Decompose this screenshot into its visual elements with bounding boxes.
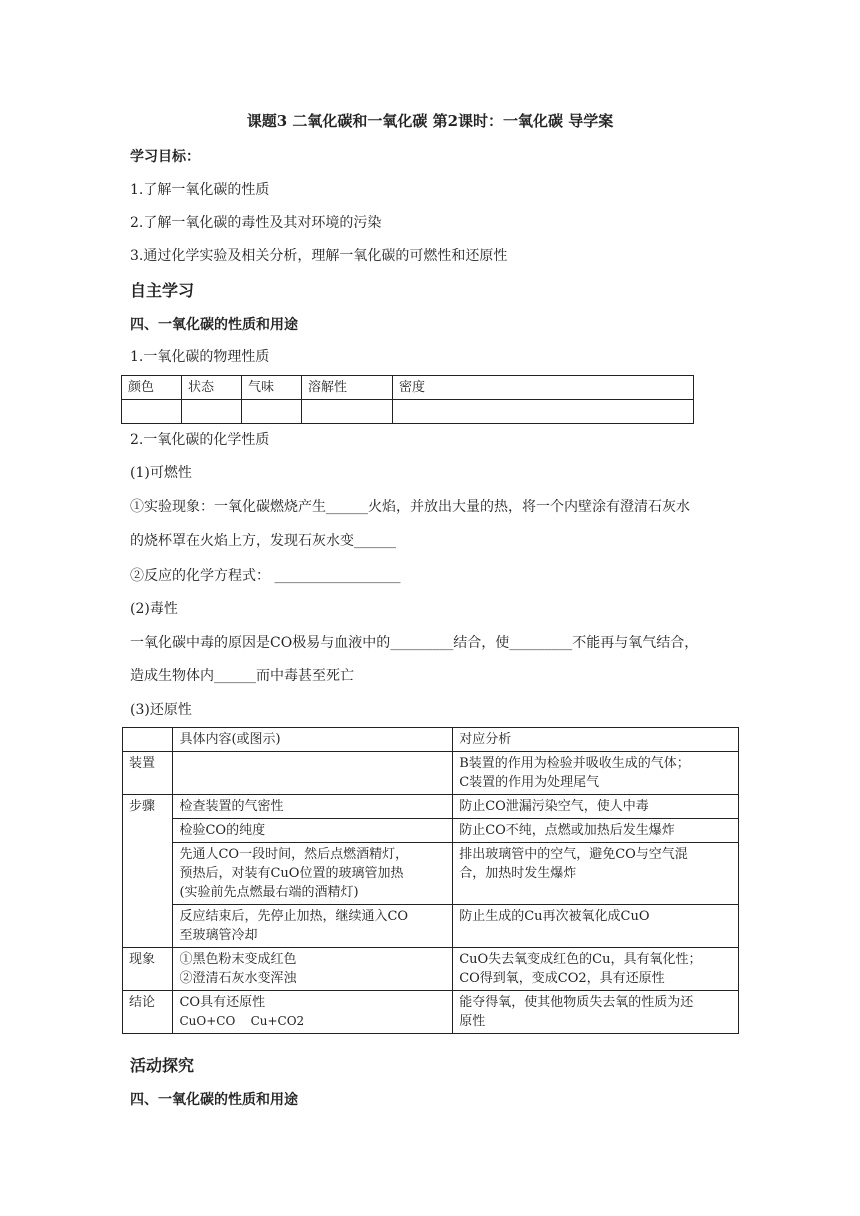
toxicity-text: 一氧化碳中毒的原因是CO极易与血液中的_________结合，使_________不能再与氧气结合， bbox=[130, 635, 699, 651]
table-cell: 检验CO的纯度 bbox=[173, 819, 453, 843]
page-title: 课题3 二氧化碳和一氧化碳 第2课时：一氧化碳 导学案 bbox=[246, 112, 614, 130]
row-label: 装置 bbox=[123, 752, 173, 795]
cell-line: CO具有还原性 bbox=[179, 995, 266, 1010]
row-label: 结论 bbox=[123, 991, 173, 1034]
table-row bbox=[123, 819, 739, 843]
table-row bbox=[123, 991, 739, 1034]
cell-line: B装置的作用为检验并吸收生成的气体； bbox=[459, 756, 690, 771]
table-header-cell: 密度 bbox=[393, 376, 694, 400]
table-header-cell: 对应分析 bbox=[453, 728, 739, 752]
table-cell bbox=[173, 948, 453, 991]
table-header-cell: 气味 bbox=[242, 376, 302, 400]
table-row bbox=[123, 948, 739, 991]
table-row bbox=[123, 752, 739, 795]
table-cell bbox=[182, 400, 242, 424]
row-label: 步骤 bbox=[123, 795, 173, 948]
toxicity-text: 造成生物体内______而中毒甚至死亡 bbox=[130, 668, 354, 684]
section-heading: 四、一氧化碳的性质和用途 bbox=[130, 317, 298, 333]
cell-line: ①黑色粉末变成红色 bbox=[179, 952, 297, 967]
objective-item: 2.了解一氧化碳的毒性及其对环境的污染 bbox=[130, 215, 382, 231]
table-cell bbox=[453, 843, 739, 905]
cell-line: (实验前先点燃最右端的酒精灯) bbox=[179, 885, 359, 900]
table-cell bbox=[242, 400, 302, 424]
cell-line: 反应结束后，先停止加热，继续通入CO bbox=[179, 909, 409, 924]
objectives-heading: 学习目标： bbox=[130, 149, 200, 165]
table-cell: 防止CO不纯，点燃或加热后发生爆炸 bbox=[453, 819, 739, 843]
table-header-cell: 颜色 bbox=[122, 376, 182, 400]
table-cell bbox=[122, 400, 182, 424]
chemical-properties-heading: 2.一氧化碳的化学性质 bbox=[130, 432, 270, 448]
cell-line: 预热后，对装有CuO位置的玻璃管加热 bbox=[179, 866, 404, 881]
table-cell: 防止CO泄漏污染空气，使人中毒 bbox=[453, 795, 739, 819]
table-cell bbox=[453, 948, 739, 991]
cell-line: C装置的作用为处理尾气 bbox=[459, 775, 600, 790]
table-cell bbox=[453, 991, 739, 1034]
table-cell bbox=[453, 752, 739, 795]
combustion-equation: ②反应的化学方程式： __________________ bbox=[130, 568, 401, 584]
physical-properties-table bbox=[121, 375, 694, 424]
table-row bbox=[123, 795, 739, 819]
objective-item: 1.了解一氧化碳的性质 bbox=[130, 182, 270, 198]
activity-heading: 活动探究 bbox=[130, 1056, 195, 1075]
reducing-property-table bbox=[122, 727, 739, 1034]
cell-line: CuO失去氧变成红色的Cu，具有氧化性； bbox=[459, 952, 702, 967]
table-row bbox=[123, 905, 739, 948]
table-row bbox=[123, 728, 739, 752]
section-heading: 四、一氧化碳的性质和用途 bbox=[130, 1092, 298, 1108]
combustible-phenomenon: 的烧杯罩在火焰上方，发现石灰水变______ bbox=[130, 533, 396, 549]
table-row bbox=[123, 843, 739, 905]
table-header-cell: 溶解性 bbox=[302, 376, 393, 400]
table-header-cell: 状态 bbox=[182, 376, 242, 400]
toxicity-heading: (2)毒性 bbox=[130, 601, 178, 617]
table-header-cell bbox=[123, 728, 173, 752]
table-cell bbox=[393, 400, 694, 424]
table-cell bbox=[173, 991, 453, 1034]
physical-properties-heading: 1.一氧化碳的物理性质 bbox=[130, 349, 270, 365]
reducing-heading: (3)还原性 bbox=[130, 702, 192, 718]
table-cell bbox=[173, 752, 453, 795]
combustible-phenomenon: ①实验现象：一氧化碳燃烧产生______火焰，并放出大量的热，将一个内壁涂有澄清石灰水 bbox=[130, 499, 690, 515]
table-header-cell: 具体内容(或图示) bbox=[173, 728, 453, 752]
cell-line: 先通人CO一段时间，然后点燃酒精灯， bbox=[179, 847, 409, 862]
table-cell bbox=[302, 400, 393, 424]
reaction-equation: CuO+CO Cu+CO2 bbox=[179, 1014, 305, 1028]
combustible-heading: (1)可燃性 bbox=[130, 465, 192, 481]
table-cell: 检查装置的气密性 bbox=[173, 795, 453, 819]
cell-line: CO得到氧，变成CO2，具有还原性 bbox=[459, 971, 665, 986]
table-row bbox=[122, 400, 694, 424]
cell-line: ②澄清石灰水变浑浊 bbox=[179, 971, 297, 986]
table-row bbox=[122, 376, 694, 400]
cell-line: 合，加热时发生爆炸 bbox=[459, 866, 577, 881]
objective-item: 3.通过化学实验及相关分析，理解一氧化碳的可燃性和还原性 bbox=[130, 248, 508, 264]
row-label: 现象 bbox=[123, 948, 173, 991]
cell-line: 排出玻璃管中的空气，避免CO与空气混 bbox=[459, 847, 688, 862]
cell-line: 能夺得氧，使其他物质失去氧的性质为还 bbox=[459, 995, 694, 1010]
cell-line: 至玻璃管冷却 bbox=[179, 928, 258, 943]
self-study-heading: 自主学习 bbox=[130, 281, 195, 300]
table-cell: 防止生成的Cu再次被氧化成CuO bbox=[453, 905, 739, 948]
table-cell bbox=[173, 843, 453, 905]
table-cell bbox=[173, 905, 453, 948]
cell-line: 原性 bbox=[459, 1014, 486, 1029]
